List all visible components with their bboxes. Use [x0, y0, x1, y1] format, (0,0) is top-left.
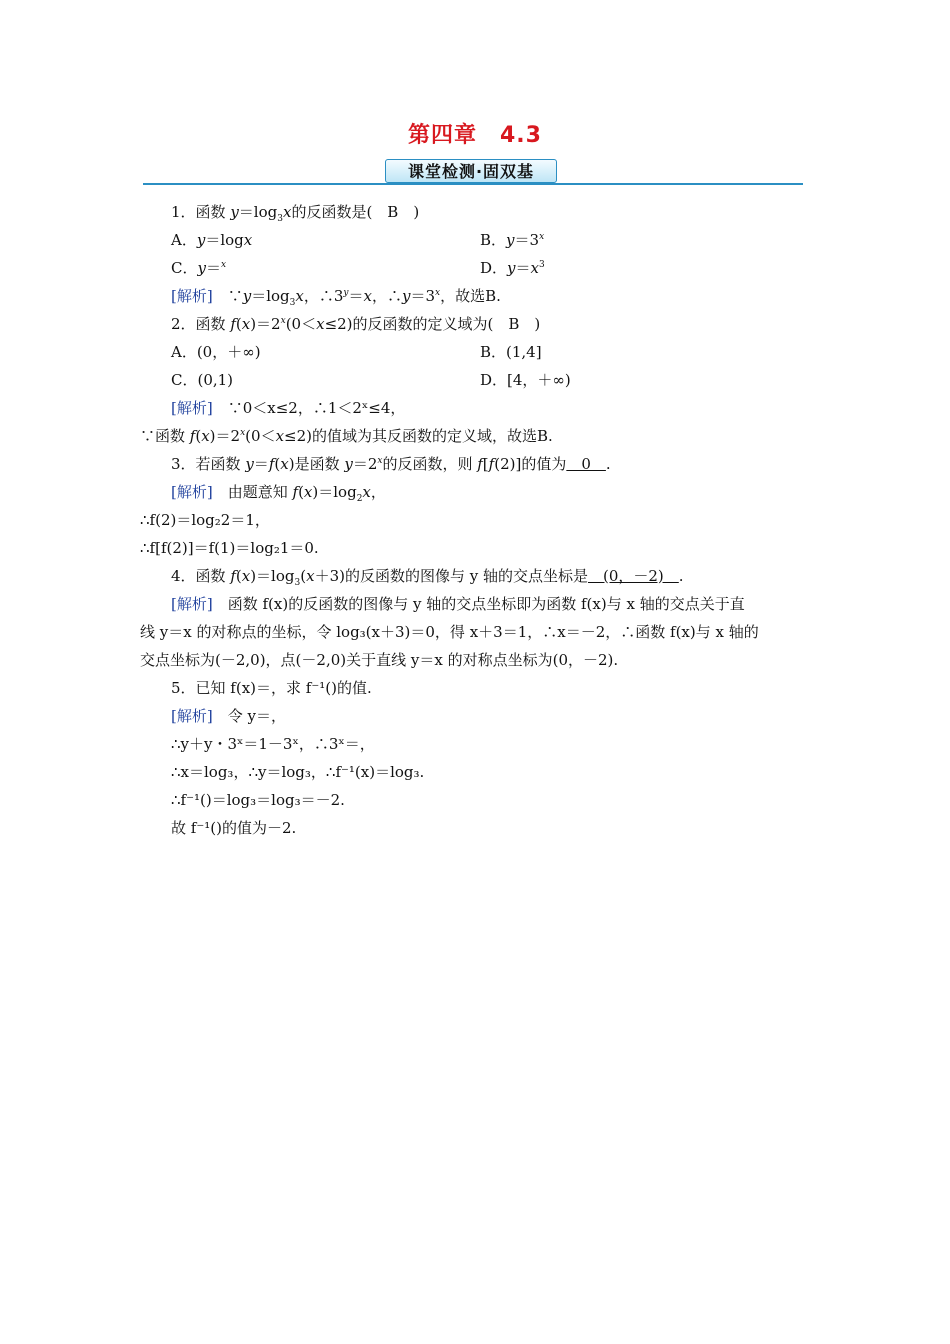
section-banner: 课堂检测·固双基 [385, 159, 557, 183]
q3-solution-3: ∴f[f(2)]＝f(1)＝log₂1＝0. [140, 539, 319, 557]
q1-stem: 1．函数 $y=\log_3x$的反函数是( B ) [171, 203, 420, 224]
analysis-tag: [解析] [171, 483, 213, 501]
q3-solution-1: [解析] 由题意知 $f(x)=\log_2x$， [171, 483, 386, 504]
analysis-tag: [解析] [171, 595, 213, 613]
chapter-title: 第四章 4.3 [408, 123, 542, 148]
q5-solution-1: [解析] 令 y＝， [171, 707, 286, 725]
q2-option-b: B．(1,4] [480, 343, 542, 361]
q4-answer: (0，－2) [587, 567, 679, 585]
q1-options-ab [140, 226, 816, 254]
q4-stem: 4．函数 $f(x)=\log_3(x+3)$的反函数的图像与 y 轴的交点坐标是 (0，－2) . [171, 567, 684, 588]
q4-solution-1: [解析] 函数 f(x)的反函数的图像与 y 轴的交点坐标即为函数 f(x)与 x 轴的交点关于直 [171, 595, 745, 613]
q1-option-a: A．y＝logx [171, 231, 253, 249]
q5-stem: 5．已知 f(x)＝，求 f⁻¹()的值. [171, 679, 372, 697]
q1-option-b: B．$y=3^x$ [480, 231, 545, 249]
q5-solution-5: 故 f⁻¹()的值为－2. [171, 819, 297, 837]
q1-options-cd [140, 254, 816, 282]
q2-options-ab [140, 338, 816, 366]
q2-option-c: C．(0,1) [171, 371, 234, 389]
q2-stem: 2．函数 $f(x)=2^x(0<x\le 2)$的反函数的定义域为( B ) [171, 315, 541, 333]
q2-solution-1: [解析] ∵0＜x≤2，∴1＜2ˣ≤4， [171, 399, 406, 417]
q5-solution-2: ∴y＋y・3ˣ＝1－3ˣ，∴3ˣ＝， [171, 735, 375, 753]
q3-solution-2: ∴f(2)＝log₂2＝1， [140, 511, 270, 529]
q3-answer: 0 [566, 455, 606, 473]
q2-option-a: A．(0，＋∞) [171, 343, 261, 361]
analysis-tag: [解析] [171, 287, 213, 305]
analysis-tag: [解析] [171, 707, 213, 725]
q4-solution-3: 交点坐标为(－2,0)，点(－2,0)关于直线 y＝x 的对称点坐标为(0，－2). [140, 651, 619, 669]
q1-solution: [解析] $\because y=\log_3x$，$\therefore 3^y=x$，$\therefore y=3^x$，故选B. [171, 287, 501, 308]
q4-solution-2: 线 y＝x 的对称点的坐标，令 log₃(x＋3)＝0，得 x＋3＝1，∴x＝－2，∴函数 f(x)与 x 轴的 [140, 623, 759, 641]
q3-stem: 3．若函数 y＝f(x)是函数 $y=2^x$的反函数，则 f[f(2)]的值为 0 . [171, 455, 611, 473]
analysis-tag: [解析] [171, 399, 213, 417]
q1-option-d: D．$y=x^3$ [480, 259, 545, 277]
q1-option-c: C．y＝$^x$ [171, 259, 227, 277]
banner-rule [143, 183, 803, 185]
q5-solution-3: ∴x＝log₃，∴y＝log₃，∴f⁻¹(x)＝log₃. [171, 763, 425, 781]
q5-solution-4: ∴f⁻¹()＝log₃＝log₃＝－2. [171, 791, 345, 809]
q2-options-cd [140, 366, 816, 394]
q2-option-d: D．[4，＋∞) [480, 371, 571, 389]
document-body [140, 198, 816, 842]
q2-solution-2: ∵函数 $f(x)=2^x(0<x\le 2)$的值域为其反函数的定义域，故选B. [140, 427, 553, 445]
